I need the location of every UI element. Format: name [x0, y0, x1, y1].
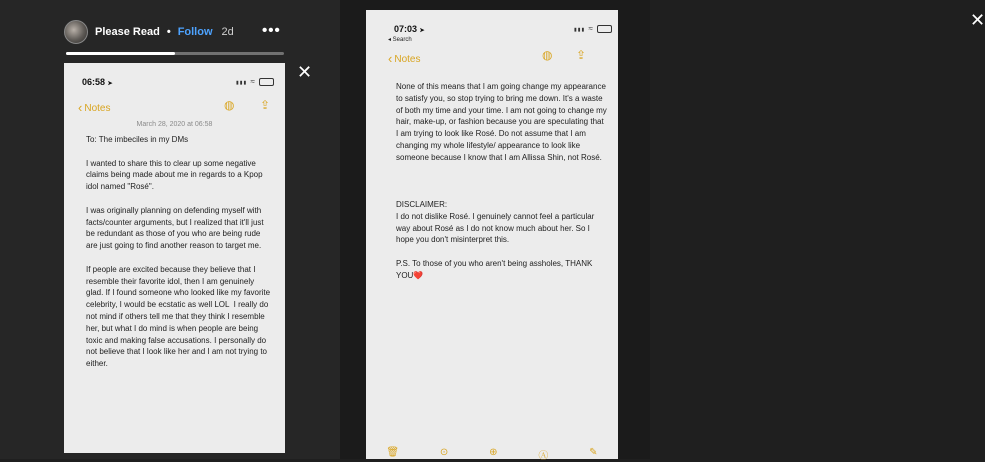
separator-dot: • [166, 26, 171, 38]
wifi-icon: ≈ [588, 24, 594, 33]
add-people-icon[interactable]: ◍ [224, 98, 235, 112]
status-bar-time [394, 24, 425, 34]
heart-emoji: ❤️ [413, 270, 424, 280]
signal-icon: ▮▮▮ [574, 27, 586, 33]
follow-button[interactable]: Follow [177, 26, 213, 38]
story-header [64, 20, 234, 44]
note-date: March 28, 2020 at 06:58 [136, 121, 213, 128]
trash-icon[interactable]: 🗑 [386, 447, 400, 458]
username[interactable]: Please Read [95, 26, 160, 38]
story-progress-bar [66, 52, 284, 55]
notes-back-label: Notes [84, 103, 111, 114]
avatar[interactable] [64, 20, 88, 44]
share-icon[interactable]: ⇪ [576, 48, 587, 62]
location-arrow-icon: ➤ [107, 81, 113, 87]
note-body: To: The imbeciles in my DMs I wanted to share this to clear up some negative claims being made about me in regards to a Kpop idol named "Rosé". I was originally planning on defending myself with facts/counter arguments, but I realized that it'll just be redundant as those of you who are being rude are just going to find another reason to target me. If people are excited because they believe that I resemble their favorite idol, then I am genuinely glad. If I found someone who looked like my favorite celebrity, I would be ecstatic as well LOL I really do not mind if others tell me that they think I resemble her, but what I do mind is when people are being toxic and making false accusations. I personally do not believe that I look like her and I am not trying to either. [86, 135, 271, 369]
note-body [396, 81, 608, 282]
status-time: 06:58 [82, 77, 106, 87]
signal-icon: ▮▮▮ [236, 80, 248, 86]
notes-bottom-toolbar [366, 447, 618, 462]
status-time: 07:03 [394, 24, 418, 34]
checklist-icon[interactable]: ⊙ [439, 447, 449, 458]
draw-icon[interactable]: Ⓐ [538, 451, 549, 462]
more-options-icon[interactable]: ••• [262, 22, 281, 39]
close-icon[interactable]: ✕ [970, 10, 985, 30]
notes-back-label: Notes [394, 54, 421, 65]
notes-back-button[interactable] [388, 51, 420, 66]
chevron-left-icon: ‹ [388, 51, 393, 66]
chevron-left-icon: ‹ [78, 100, 83, 115]
status-icons [236, 77, 274, 86]
add-icon[interactable]: ⊕ [489, 447, 498, 458]
share-icon[interactable]: ⇪ [260, 98, 271, 112]
battery-icon [259, 78, 274, 86]
status-bar-time [82, 77, 113, 87]
close-icon[interactable]: ✕ [297, 62, 313, 82]
notes-screenshot-left [64, 63, 285, 453]
post-age: 2d [221, 26, 234, 38]
back-to-search[interactable]: ◂ Search [388, 37, 412, 43]
story-left [0, 0, 340, 459]
status-icons [574, 24, 612, 33]
add-people-icon[interactable]: ◍ [542, 48, 553, 62]
notes-back-button[interactable] [78, 100, 110, 115]
compose-icon[interactable]: ✎ [589, 447, 598, 458]
location-arrow-icon: ➤ [419, 28, 425, 34]
notes-screenshot-right [366, 10, 618, 462]
wifi-icon: ≈ [250, 77, 256, 86]
story-progress-fill [66, 52, 175, 55]
battery-icon [597, 25, 612, 33]
note-body-text: None of this means that I am going change my appearance to satisfy you, so stop trying to bring me down. It's a waste of both my time and your time. I am not going to change my hair, make-up, or fashion because you are speculating that I am trying to look like Rosé. Do not assume that I am changing my whole lifestyle/ appearance to look like someone because I know that I am Allissa Shin, not Rosé. DISCLAIMER: I do not dislike Rosé. I genuinely cannot feel a particular way about Rosé as I do not know much about her. So I hope you don't misinterpret this. P.S. To those of you who aren't being assholes, THANK YOU [396, 82, 607, 280]
